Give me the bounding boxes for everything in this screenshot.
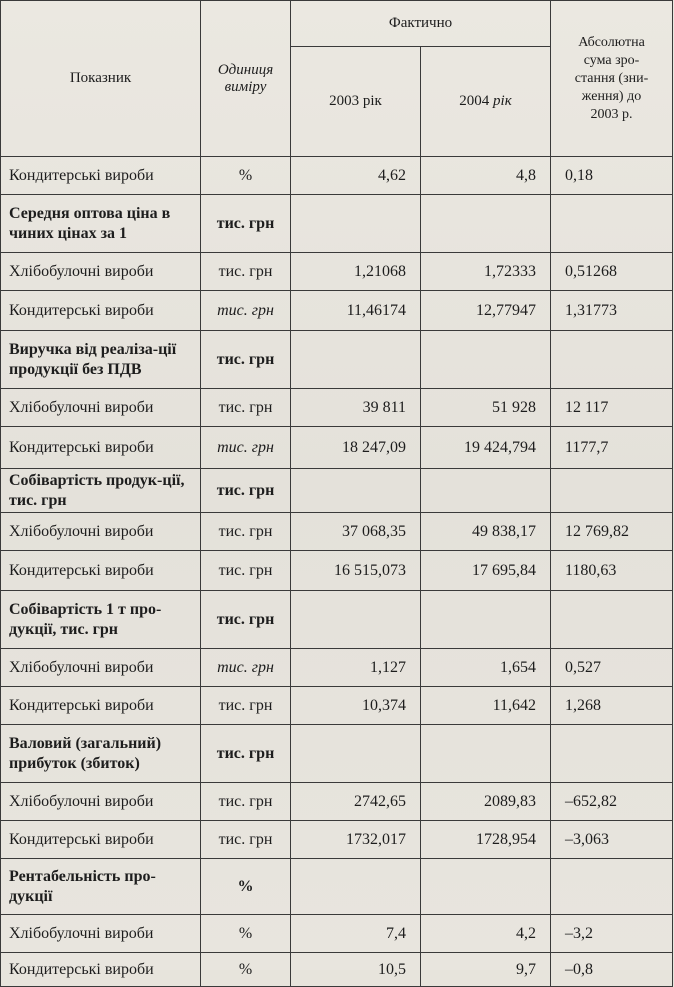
absolute-change-cell: 12 117 xyxy=(551,389,673,427)
value-2004-cell: 51 928 xyxy=(421,389,551,427)
absolute-change-cell: 1180,63 xyxy=(551,551,673,591)
indicator-cell: Виручка від реаліза-ції продукції без ПДВ xyxy=(1,331,201,389)
absolute-change-cell: 0,51268 xyxy=(551,253,673,291)
unit-cell: тис. грн xyxy=(201,427,291,469)
indicator-cell: Хлібобулочні вироби xyxy=(1,649,201,687)
absolute-change-cell: 1,31773 xyxy=(551,291,673,331)
unit-cell: % xyxy=(201,915,291,953)
value-2004-cell: 19 424,794 xyxy=(421,427,551,469)
indicator-cell: Середня оптова ціна в чиних цінах за 1 xyxy=(1,195,201,253)
empty-cell xyxy=(421,331,551,389)
table-row xyxy=(1,157,673,195)
value-2003-cell: 7,4 xyxy=(291,915,421,953)
header-year-2004 xyxy=(421,47,551,157)
absolute-change-cell: –0,8 xyxy=(551,953,673,987)
value-2003-cell: 37 068,35 xyxy=(291,513,421,551)
header-abs-line5: 2003 р. xyxy=(590,106,633,122)
value-2003-cell: 18 247,09 xyxy=(291,427,421,469)
unit-cell: тис. грн xyxy=(201,469,291,513)
table-row xyxy=(1,821,673,859)
unit-cell: тис. грн xyxy=(201,253,291,291)
table-row xyxy=(1,915,673,953)
header-unit-line2: виміру xyxy=(224,78,267,95)
section-row xyxy=(1,469,673,513)
unit-cell: тис. грн xyxy=(201,649,291,687)
empty-cell xyxy=(421,469,551,513)
value-2004-cell: 4,8 xyxy=(421,157,551,195)
value-2004-cell: 11,642 xyxy=(421,687,551,725)
section-row xyxy=(1,725,673,783)
empty-cell xyxy=(551,859,673,915)
empty-cell xyxy=(421,859,551,915)
header-unit-line1: Одиниця xyxy=(217,61,274,78)
empty-cell xyxy=(551,331,673,389)
header-year-2004-word: рік xyxy=(493,93,512,109)
header-abs-line1: Абсолютна xyxy=(578,34,645,50)
unit-cell: тис. грн xyxy=(201,331,291,389)
empty-cell xyxy=(291,859,421,915)
empty-cell xyxy=(291,725,421,783)
indicator-cell: Хлібобулочні вироби xyxy=(1,513,201,551)
absolute-change-cell: 1,268 xyxy=(551,687,673,725)
header-indicator: Показник xyxy=(1,1,201,157)
unit-cell: тис. грн xyxy=(201,783,291,821)
table-row xyxy=(1,291,673,331)
indicator-cell: Кондитерські вироби xyxy=(1,687,201,725)
absolute-change-cell: 12 769,82 xyxy=(551,513,673,551)
absolute-change-cell: –3,2 xyxy=(551,915,673,953)
empty-cell xyxy=(291,195,421,253)
unit-cell: % xyxy=(201,953,291,987)
indicator-cell: Хлібобулочні вироби xyxy=(1,915,201,953)
value-2003-cell: 39 811 xyxy=(291,389,421,427)
header-unit xyxy=(201,1,291,157)
value-2003-cell: 1732,017 xyxy=(291,821,421,859)
indicator-cell: Кондитерські вироби xyxy=(1,157,201,195)
unit-cell: тис. грн xyxy=(201,725,291,783)
value-2004-cell: 49 838,17 xyxy=(421,513,551,551)
empty-cell xyxy=(291,331,421,389)
empty-cell xyxy=(551,195,673,253)
indicator-cell: Кондитерські вироби xyxy=(1,551,201,591)
indicator-cell: Кондитерські вироби xyxy=(1,821,201,859)
empty-cell xyxy=(421,195,551,253)
absolute-change-cell: 1177,7 xyxy=(551,427,673,469)
header-abs-line2: сума зро- xyxy=(583,52,640,68)
indicator-cell: Кондитерські вироби xyxy=(1,427,201,469)
value-2004-cell: 2089,83 xyxy=(421,783,551,821)
table-row xyxy=(1,513,673,551)
indicator-cell: Кондитерські вироби xyxy=(1,953,201,987)
empty-cell xyxy=(421,725,551,783)
indicator-cell: Рентабельність про-дукції xyxy=(1,859,201,915)
table-row xyxy=(1,389,673,427)
table-row xyxy=(1,253,673,291)
value-2004-cell: 1,72333 xyxy=(421,253,551,291)
table-row xyxy=(1,687,673,725)
unit-cell: тис. грн xyxy=(201,551,291,591)
unit-cell: тис. грн xyxy=(201,389,291,427)
value-2003-cell: 10,5 xyxy=(291,953,421,987)
value-2003-cell: 10,374 xyxy=(291,687,421,725)
table-body xyxy=(1,157,673,987)
absolute-change-cell: –652,82 xyxy=(551,783,673,821)
indicator-cell: Хлібобулочні вироби xyxy=(1,389,201,427)
table-row xyxy=(1,551,673,591)
value-2004-cell: 1728,954 xyxy=(421,821,551,859)
section-row xyxy=(1,331,673,389)
value-2004-cell: 4,2 xyxy=(421,915,551,953)
unit-cell: тис. грн xyxy=(201,195,291,253)
indicator-cell: Хлібобулочні вироби xyxy=(1,253,201,291)
value-2004-cell: 12,77947 xyxy=(421,291,551,331)
table-row xyxy=(1,783,673,821)
indicator-cell: Собівартість продук-ції, тис. грн xyxy=(1,469,201,513)
empty-cell xyxy=(291,469,421,513)
header-actual: Фактично xyxy=(291,1,551,47)
empty-cell xyxy=(551,725,673,783)
value-2003-cell: 2742,65 xyxy=(291,783,421,821)
unit-cell: тис. грн xyxy=(201,513,291,551)
unit-cell: тис. грн xyxy=(201,687,291,725)
value-2004-cell: 17 695,84 xyxy=(421,551,551,591)
indicator-cell: Хлібобулочні вироби xyxy=(1,783,201,821)
empty-cell xyxy=(421,591,551,649)
value-2004-cell: 9,7 xyxy=(421,953,551,987)
empty-cell xyxy=(291,591,421,649)
section-row xyxy=(1,195,673,253)
header-abs-line4: ження) до xyxy=(581,88,642,104)
value-2003-cell: 11,46174 xyxy=(291,291,421,331)
absolute-change-cell: –3,063 xyxy=(551,821,673,859)
empty-cell xyxy=(551,591,673,649)
unit-cell: тис. грн xyxy=(201,821,291,859)
value-2003-cell: 1,127 xyxy=(291,649,421,687)
header-year-2003: 2003 рік xyxy=(291,47,421,157)
indicator-cell: Кондитерські вироби xyxy=(1,291,201,331)
absolute-change-cell: 0,527 xyxy=(551,649,673,687)
value-2003-cell: 16 515,073 xyxy=(291,551,421,591)
indicator-cell: Валовий (загальний) прибуток (збиток) xyxy=(1,725,201,783)
absolute-change-cell: 0,18 xyxy=(551,157,673,195)
unit-cell: % xyxy=(201,157,291,195)
empty-cell xyxy=(551,469,673,513)
header-absolute-change xyxy=(551,1,673,157)
section-row xyxy=(1,591,673,649)
value-2003-cell: 4,62 xyxy=(291,157,421,195)
header-year-2004-num: 2004 xyxy=(459,93,490,109)
value-2003-cell: 1,21068 xyxy=(291,253,421,291)
unit-cell: тис. грн xyxy=(201,291,291,331)
unit-cell: % xyxy=(201,859,291,915)
table-row xyxy=(1,427,673,469)
table-row xyxy=(1,649,673,687)
unit-cell: тис. грн xyxy=(201,591,291,649)
header-abs-line3: стання (зни- xyxy=(574,70,649,86)
value-2004-cell: 1,654 xyxy=(421,649,551,687)
section-row xyxy=(1,859,673,915)
indicator-cell: Собівартість 1 т про-дукції, тис. грн xyxy=(1,591,201,649)
